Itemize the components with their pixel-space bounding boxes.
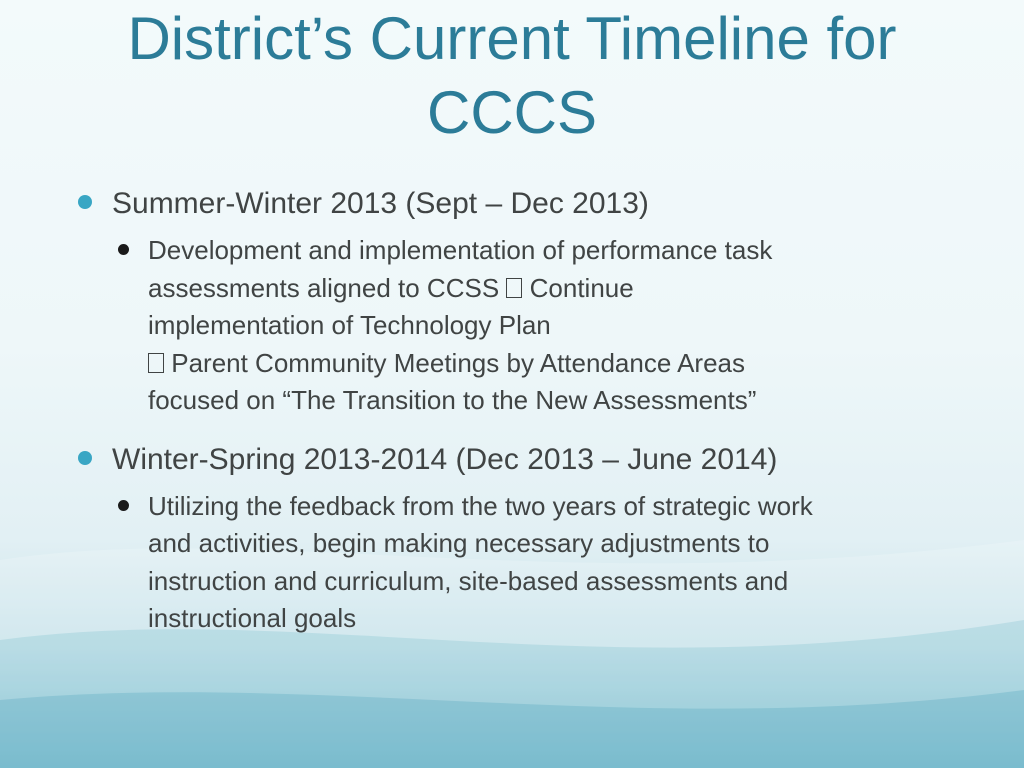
timeline-section-winter-spring bbox=[78, 442, 978, 638]
slide-title-line-2: CCCS bbox=[426, 79, 597, 146]
detail-line bbox=[148, 345, 978, 383]
slide-title-line-1: District’s Current Timeline for bbox=[127, 5, 897, 72]
detail-line-text: Continue bbox=[529, 272, 634, 303]
section-heading-text: Winter-Spring 2013-2014 (Dec 2013 – June 2014) bbox=[112, 442, 778, 476]
detail-line: instructional goals bbox=[148, 603, 357, 633]
missing-glyph-box-icon bbox=[148, 353, 164, 373]
missing-glyph-box-icon bbox=[506, 278, 522, 298]
bullet-icon bbox=[118, 500, 129, 511]
detail-line: focused on “The Transition to the New Assessments” bbox=[148, 385, 757, 415]
section-heading bbox=[78, 442, 978, 478]
detail-line-text: Parent Community Meetings by Attendance Areas bbox=[171, 347, 745, 378]
timeline-section-summer-winter bbox=[78, 186, 978, 420]
slide-body bbox=[78, 186, 978, 638]
bullet-icon bbox=[78, 195, 92, 209]
bullet-icon bbox=[118, 244, 129, 255]
section-detail bbox=[112, 232, 978, 420]
detail-line: instruction and curriculum, site-based assessments and bbox=[148, 565, 789, 596]
bullet-icon bbox=[78, 451, 92, 465]
detail-line-text: assessments aligned to CCSS bbox=[148, 272, 500, 303]
detail-line: and activities, begin making necessary adjustments to bbox=[148, 528, 770, 558]
section-heading-text: Summer-Winter 2013 (Sept – Dec 2013) bbox=[112, 187, 649, 220]
detail-line: Development and implementation of performance task bbox=[148, 235, 773, 265]
slide-title bbox=[40, 2, 984, 150]
section-heading bbox=[78, 186, 978, 222]
section-detail bbox=[112, 488, 978, 638]
detail-line: implementation of Technology Plan bbox=[148, 310, 551, 340]
detail-line: Utilizing the feedback from the two years of strategic work bbox=[148, 490, 813, 521]
detail-line bbox=[148, 270, 978, 308]
